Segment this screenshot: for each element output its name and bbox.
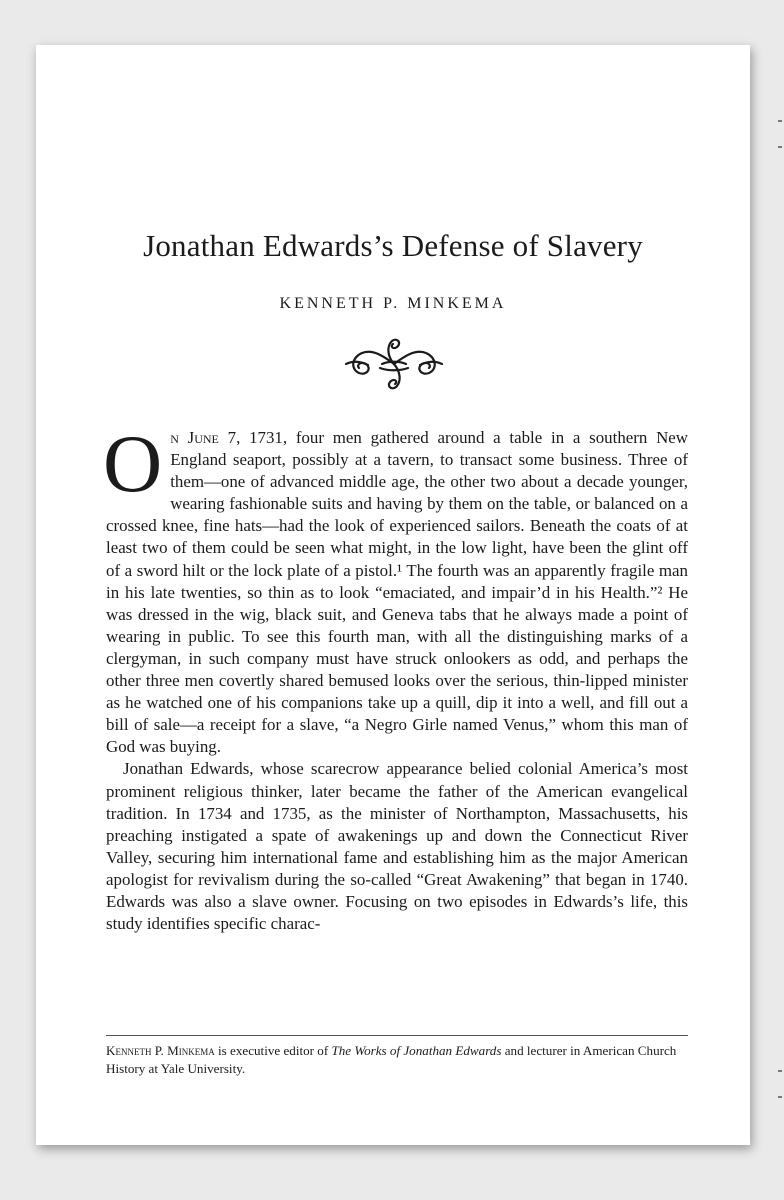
edge-mark [778, 1070, 782, 1072]
author-footnote [106, 1042, 688, 1078]
journal-page [36, 45, 750, 1145]
edge-mark [778, 120, 782, 122]
article-title: Jonathan Edwards’s Defense of Slavery [143, 228, 643, 263]
flourish-ornament-icon [342, 335, 446, 393]
article-author: KENNETH P. MINKEMA [279, 295, 507, 312]
footnote-text-before: is executive editor of [214, 1043, 332, 1058]
article-body [103, 418, 688, 935]
footnote-author-name: Kenneth P. Minkema [106, 1043, 215, 1058]
paragraph-1 [103, 418, 688, 758]
lead-in: n June 7, 1731 [170, 428, 283, 447]
footnote-text-after: and lecturer in American Church History at Yale University. [106, 1043, 677, 1076]
footnote-work-title: The Works of Jonathan Edwards [331, 1043, 502, 1058]
edge-mark [778, 1096, 782, 1098]
edge-mark [778, 146, 782, 148]
drop-cap: O [103, 418, 163, 509]
footnote-divider [106, 1035, 688, 1036]
paragraph-1-text: , four men gathered around a table in a southern New England seaport, possibly at a tavern, to transact some business. Three of them—one of advanced middle age, the other two about a decade younger, wearing fashionable suits and having by them on the table, or balanced on a crossed knee, fine hats—had the look of experienced sailors. Beneath the coats of at least two of them could be seen what might, in the low light, have been the glint off of a sword hilt or the lock plate of a pistol.¹ The fourth was an apparently fragile man in his late twenties, so thin as to look “emaciated, and impair’d in his Health.”² He was dressed in the wig, black suit, and Geneva tabs that he always made a point of wearing in public. To see this fourth man, with all the distinguishing marks of a clergyman, in such company must have struck onlookers as odd, and perhaps the other three men covertly shared bemused looks over the serious, thin-lipped minister as he watched one of his companions take up a quill, dip it into a well, and fill out a bill of sale—a receipt for a slave, “a Negro Girle named Venus,” whom this man of God was buying. [106, 428, 688, 757]
paragraph-2: Jonathan Edwards, whose scarecrow appearance belied colonial America’s most prominent religious thinker, later became the father of the American evangelical tradition. In 1734 and 1735, as the minister of Northampton, Massachusetts, his preaching instigated a spate of awakenings up and down the Connecticut River Valley, securing him international fame and establishing him as the major American apologist for revivalism during the so-called “Great Awakening” that began in 1740. Edwards was also a slave owner. Focusing on two episodes in Edwards’s life, this study identifies specific charac- [106, 759, 688, 934]
